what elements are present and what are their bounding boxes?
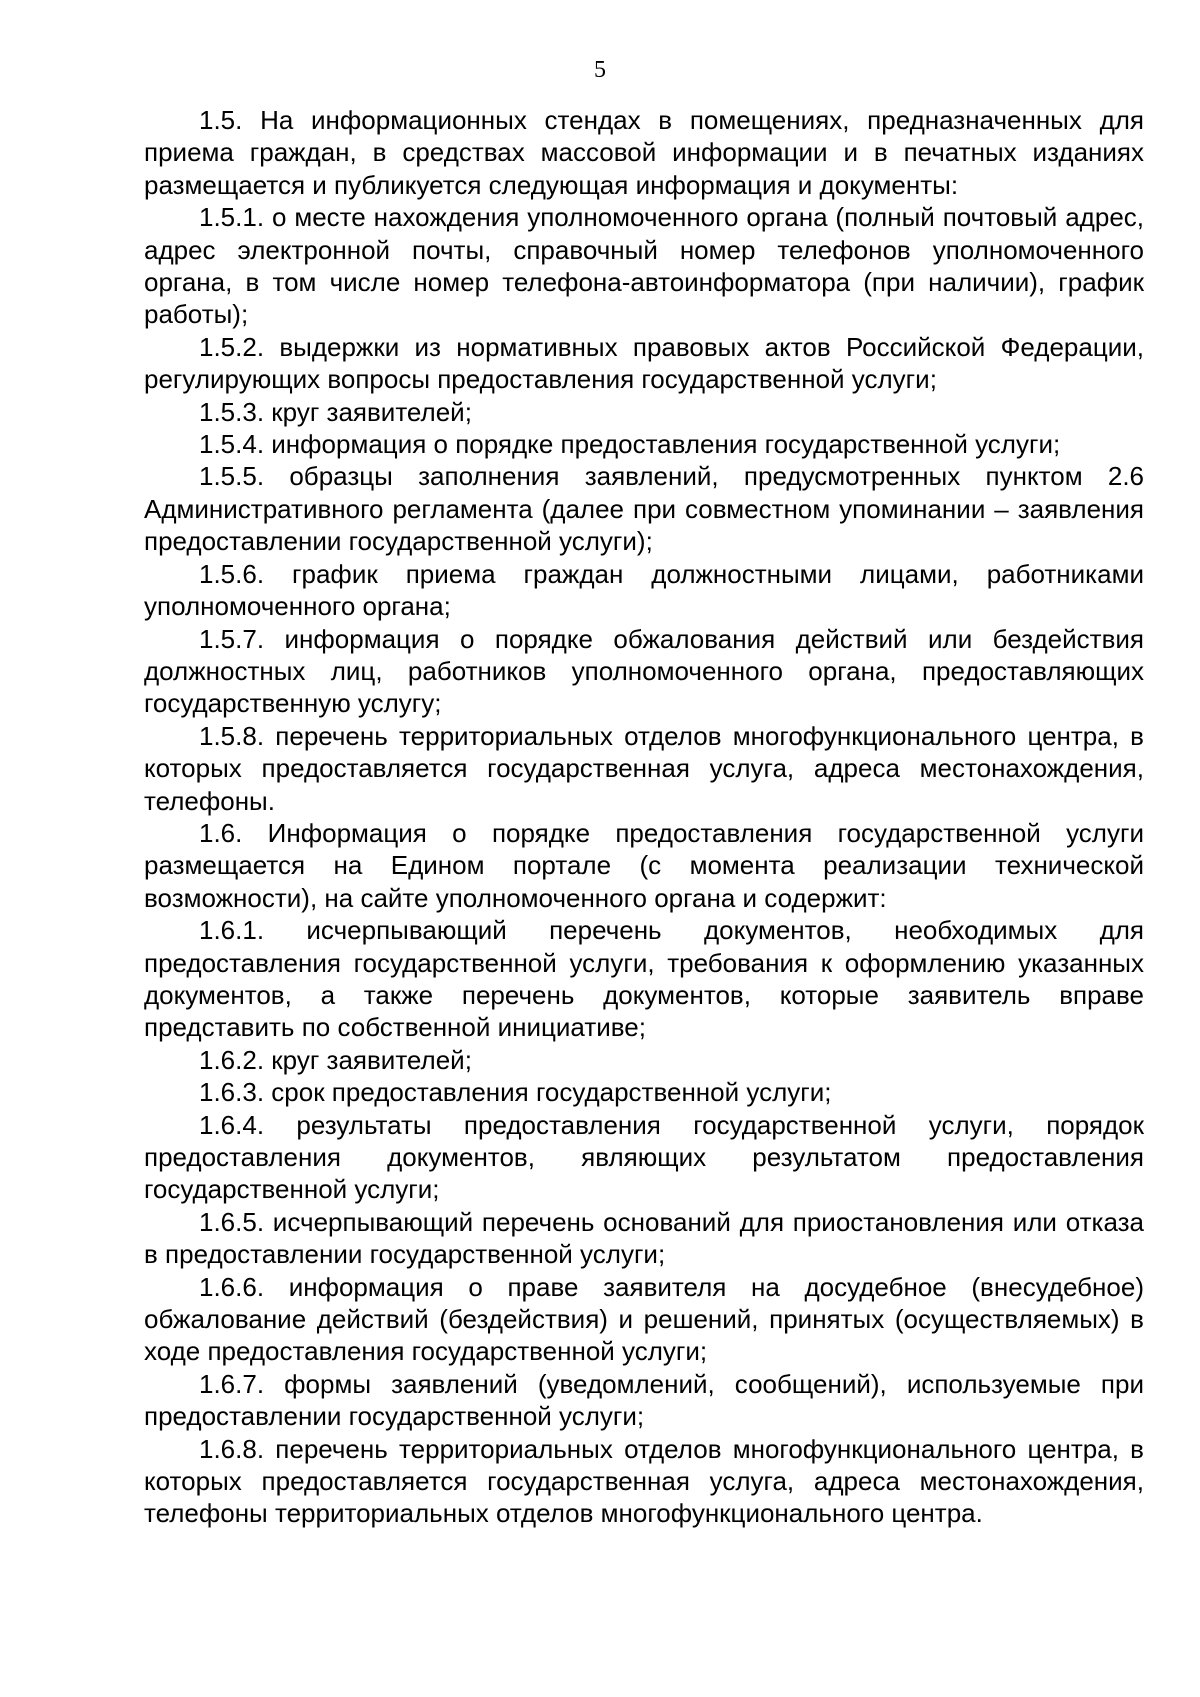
page-number: 5 xyxy=(594,57,606,83)
paragraph-1-5-8: 1.5.8. перечень территориальных отделов многофункционального центра, в которых предоставляется государственная услуга, адреса местонахождения, телефоны. xyxy=(144,720,1144,816)
paragraph-1-5-3: 1.5.3. круг заявителей; xyxy=(199,396,472,427)
document-body xyxy=(144,104,1144,1530)
paragraph-1-6-7: 1.6.7. формы заявлений (уведомлений, сообщений), используемые при предоставлении государственной услуги; xyxy=(144,1368,1144,1432)
paragraph-1-6-6: 1.6.6. информация о праве заявителя на досудебное (внесудебное) обжалование действий (бездействия) и решений, принятых (осуществляемых) в ходе предоставления государственной услуги; xyxy=(144,1271,1144,1367)
paragraph-1-6-1: 1.6.1. исчерпывающий перечень документов, необходимых для предоставления государственной услуги, требования к оформлению указанных документов, а также перечень документов, которые заявитель вправе представить по собственной инициативе; xyxy=(144,915,1144,1043)
paragraph-1-6-4: 1.6.4. результаты предоставления государственной услуги, порядок предоставления документов, являющих результатом предоставления государственной услуги; xyxy=(144,1109,1144,1205)
paragraph-1-6: 1.6. Информация о порядке предоставления государственной услуги размещается на Едином портале (с момента реализации технической возможности), на сайте уполномоченного органа и содержит: xyxy=(144,817,1144,913)
paragraph-1-5-1: 1.5.1. о месте нахождения уполномоченного органа (полный почтовый адрес, адрес электронной почты, справочный номер телефонов уполномоченного органа, в том числе номер телефона-автоинформатора (при наличии), график работы); xyxy=(144,202,1144,330)
paragraph-1-6-2: 1.6.2. круг заявителей; xyxy=(199,1044,472,1075)
paragraph-1-5-5: 1.5.5. образцы заполнения заявлений, предусмотренных пунктом 2.6 Административного регламента (далее при совместном упоминании – заявления предоставлении государственной услуги); xyxy=(144,461,1144,557)
paragraph-1-5: 1.5. На информационных стендах в помещениях, предназначенных для приема граждан, в средствах массовой информации и в печатных изданиях размещается и публикуется следующая информация и документы: xyxy=(144,105,1144,200)
paragraph-1-5-2: 1.5.2. выдержки из нормативных правовых актов Российской Федерации, регулирующих вопросы предоставления государственной услуги; xyxy=(144,331,1144,395)
paragraph-1-5-7: 1.5.7. информация о порядке обжалования действий или бездействия должностных лиц, работников уполномоченного органа, предоставляющих государственную услугу; xyxy=(144,623,1144,719)
paragraph-1-5-4: 1.5.4. информация о порядке предоставления государственной услуги; xyxy=(199,429,1061,460)
paragraph-1-5-6: 1.5.6. график приема граждан должностными лицами, работниками уполномоченного органа; xyxy=(144,558,1144,622)
paragraph-1-6-8: 1.6.8. перечень территориальных отделов многофункционального центра, в которых предоставляется государственная услуга, адреса местонахождения, телефоны территориальных отделов многофункционального центра. xyxy=(144,1433,1144,1529)
paragraph-1-6-3: 1.6.3. срок предоставления государственной услуги; xyxy=(199,1077,832,1108)
paragraph-1-6-5: 1.6.5. исчерпывающий перечень оснований для приостановления или отказа в предоставлении государственной услуги; xyxy=(144,1206,1144,1270)
